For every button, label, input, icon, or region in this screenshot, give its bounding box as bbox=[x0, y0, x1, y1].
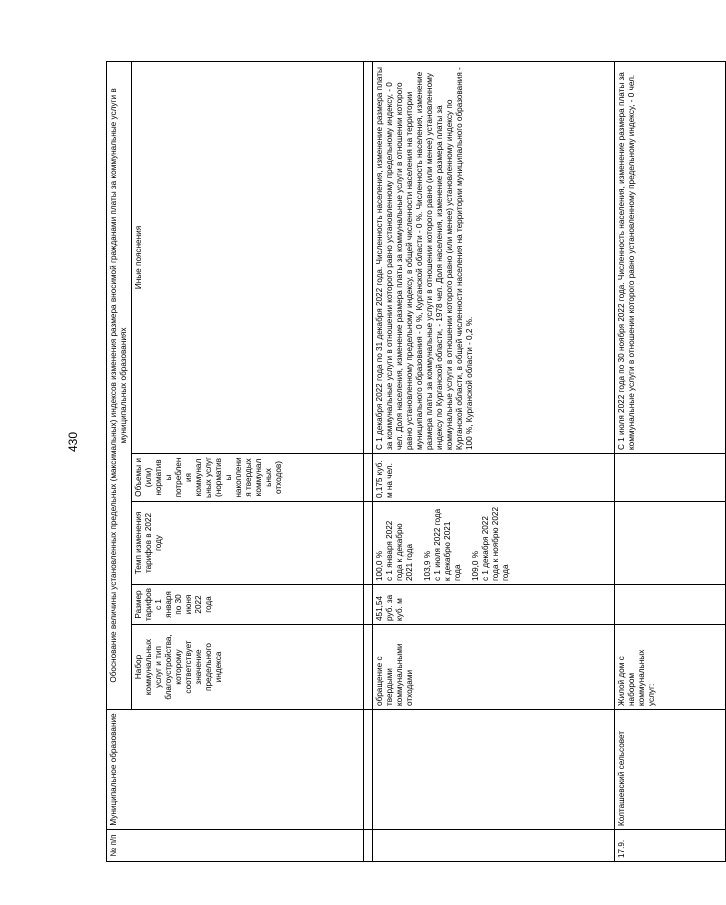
separator-cell bbox=[364, 61, 373, 453]
rate-period: с 1 декабря 2022 года к ноябрю 2022 года bbox=[481, 506, 510, 581]
header-rate: Темп изменения тарифов в 2022 году bbox=[132, 502, 364, 585]
separator-cell bbox=[364, 585, 373, 625]
header-num: № п/п bbox=[107, 830, 364, 862]
row-rate bbox=[373, 502, 615, 585]
rate-period: с 1 января 2022 года к декабрю 2021 года bbox=[385, 520, 414, 581]
header-notes: Иные пояснения bbox=[132, 61, 364, 453]
table-row bbox=[615, 61, 726, 861]
row-volume: 0,175 куб. м на чел. bbox=[373, 454, 615, 502]
rate-period: с 1 июля 2022 года к декабрю 2021 года bbox=[433, 508, 462, 581]
row-notes: С 1 декабря 2022 года по 31 декабря 2022 года. Численность населения, изменение размера платы за коммунальные услуги в отношении которого равно установленному предельному индексу, - 0 чел. Доля населения, изменение размера платы за коммунальные услуги в отношении которого равно установленному предельному индексу, в общей численности населения на территории муниципального образования - 0 %, Курганской области - 0 %. Численность населения, изменение размера платы за коммунальные услуги в отношении которого равно (или менее) установленному индексу по Курганской области, - 1978 чел. Доля населения, изменение размера платы за коммунальные услуги в отношении которого равно (или менее) установленному индексу по Курганской области, в общей численности населения на территории муниципального образования - 100 %, Курганской области - 0,2 %. bbox=[373, 61, 615, 453]
tariff-justification-table bbox=[106, 61, 726, 862]
header-group: Обоснование величины установленных предельных (максимальных) индексов изменения размера вносимой гражданами платы за коммунальные услуги в муниципальных образованиях bbox=[107, 61, 132, 709]
row-notes: С 1 июля 2022 года по 30 ноября 2022 года. Численность населения, изменение размера платы за коммунальные услуги в отношении которого равно установленному предельному индексу, - 0 чел. bbox=[615, 61, 726, 453]
row-tariff: 451,54 руб. за куб. м bbox=[373, 585, 615, 625]
rate-value: 109,0 % bbox=[471, 550, 480, 581]
header-set: Набор коммунальных услуг и тип благоустройства, которому соответствует значение предельного индекса bbox=[132, 625, 364, 710]
separator-cell bbox=[364, 502, 373, 585]
separator-cell bbox=[364, 454, 373, 502]
separator-cell bbox=[364, 710, 373, 830]
header-tariff: Размер тарифов с 1 января по 30 июня 2022 года bbox=[132, 585, 364, 625]
rotated-table-container bbox=[106, 62, 656, 862]
rate-value: 100,0 % bbox=[375, 550, 384, 581]
separator-cell bbox=[364, 625, 373, 710]
row-num bbox=[373, 830, 615, 862]
row-volume bbox=[615, 454, 726, 502]
row-municipality: Колташевский сельсовет bbox=[615, 710, 726, 830]
row-rate bbox=[615, 502, 726, 585]
rate-value: 103,9 % bbox=[423, 550, 432, 581]
page-number: 430 bbox=[66, 431, 80, 452]
header-municipality: Муниципальное образование bbox=[107, 710, 364, 830]
row-set: обращение с твердыми коммунальными отходами bbox=[373, 625, 615, 710]
header-volume: Объемы и (или) нормативы потребления коммунальных услуг (нормативы накопления твердых коммунальных отходов) bbox=[132, 454, 364, 502]
table-row bbox=[373, 61, 615, 861]
row-num: 17.9. bbox=[615, 830, 726, 862]
row-set: Жилой дом с набором коммунальных услуг: bbox=[615, 625, 726, 710]
separator-cell bbox=[364, 830, 373, 862]
row-municipality bbox=[373, 710, 615, 830]
row-tariff bbox=[615, 585, 726, 625]
